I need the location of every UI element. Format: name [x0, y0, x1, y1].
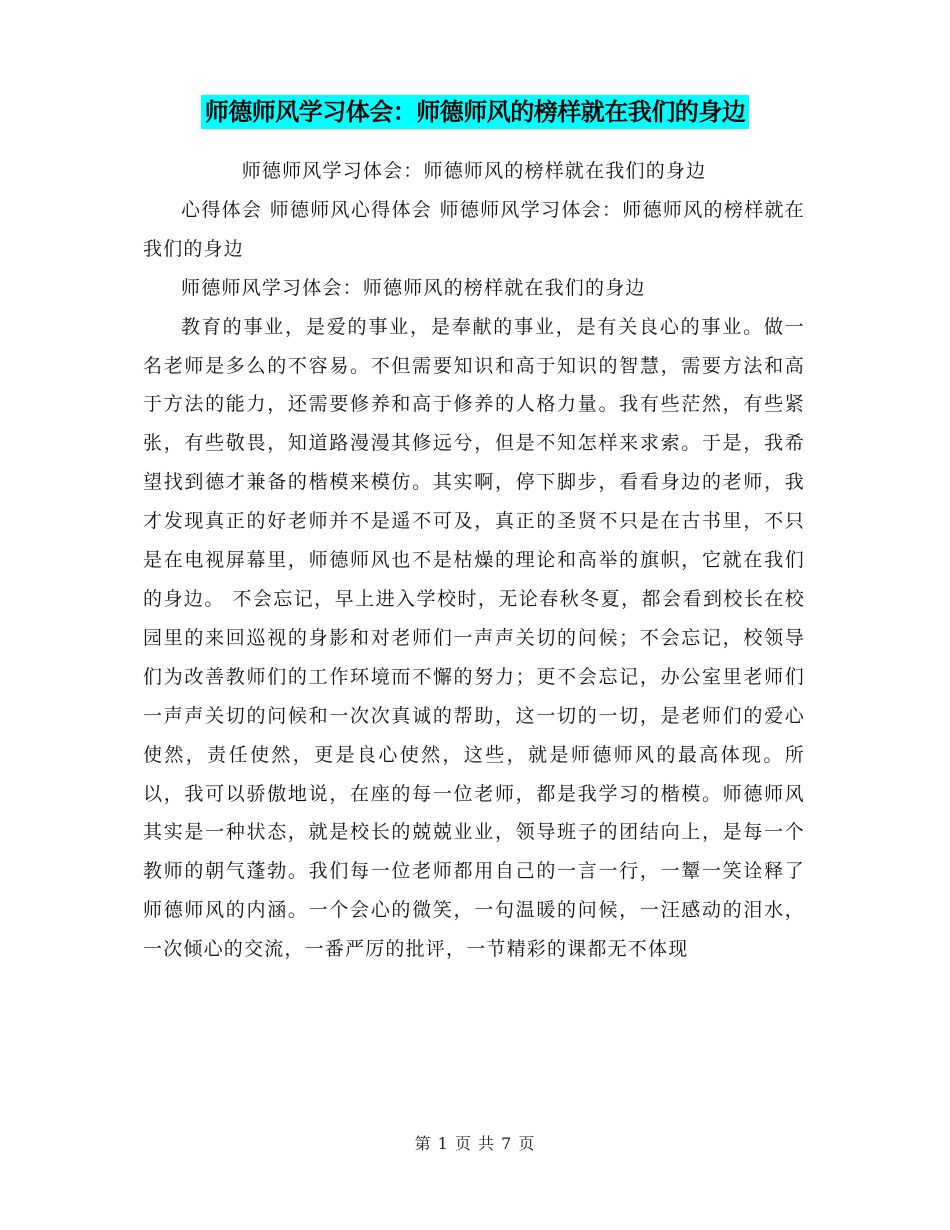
document-title: 师德师风学习体会：师德师风的榜样就在我们的身边: [201, 95, 750, 129]
body-paragraph: 教育的事业，是爱的事业，是奉献的事业，是有关良心的事业。做一名老师是多么的不容易。不但需要知识和高于知识的智慧，需要方法和高于方法的能力，还需要修养和高于修养的人格力量。我有些茫然，有些紧张，有些敬畏，知道路漫漫其修远兮，但是不知怎样来求索。于是，我希望找到德才兼备的楷模来模仿。其实啊，停下脚步，看看身边的老师，我才发现真正的好老师并不是遥不可及，真正的圣贤不只是在古书里，不只是在电视屏幕里，师德师风也不是枯燥的理论和高举的旗帜，它就在我们的身边。 不会忘记，早上进入学校时，无论春秋冬夏，都会看到校长在校园里的来回巡视的身影和对老师们一声声关切的问候；不会忘记，校领导们为改善教师们的工作环境而不懈的努力；更不会忘记，办公室里老师们一声声关切的问候和一次次真诚的帮助，这一切的一切，是老师们的爱心使然，责任使然，更是良心使然，这些，就是师德师风的最高体现。所以，我可以骄傲地说，在座的每一位老师，都是我学习的楷模。师德师风其实是一种状态，就是校长的兢兢业业，领导班子的团结向上，是每一个教师的朝气蓬勃。我们每一位老师都用自己的一言一行，一颦一笑诠释了师德师风的内涵。一个会心的微笑，一句温暖的问候，一汪感动的泪水，一次倾心的交流，一番严厉的批评，一节精彩的课都无不体现: [143, 315, 805, 961]
document-body: [143, 152, 805, 969]
tags-paragraph: 心得体会 师德师风心得体会 师德师风学习体会：师德师风的榜样就在我们的身边: [143, 198, 805, 260]
page-footer: 第 1 页 共 7 页: [414, 1134, 536, 1153]
heading-paragraph: 师德师风学习体会：师德师风的榜样就在我们的身边: [181, 276, 646, 299]
subtitle-paragraph: 师德师风学习体会：师德师风的榜样就在我们的身边: [241, 160, 707, 182]
title-container: [0, 95, 950, 129]
